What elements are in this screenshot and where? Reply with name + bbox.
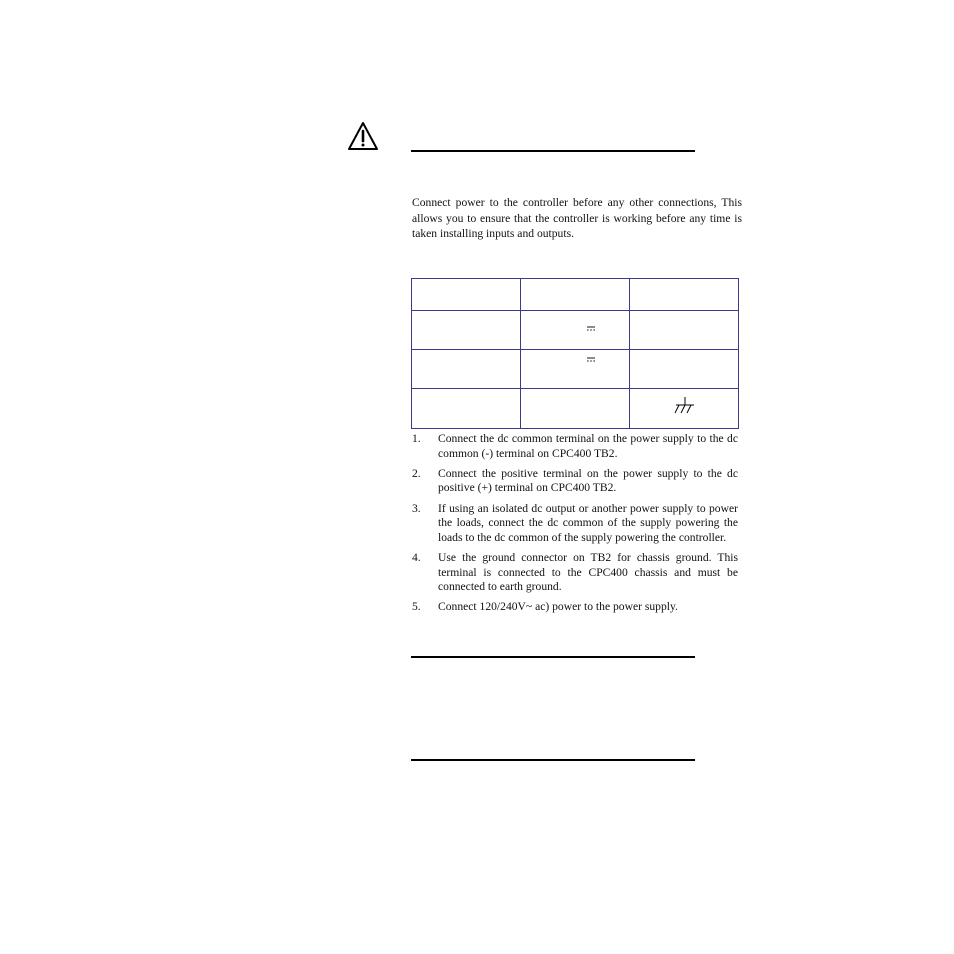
top-rule bbox=[411, 150, 695, 152]
table-row bbox=[412, 311, 739, 350]
dc-symbol-icon bbox=[587, 326, 595, 331]
dc-symbol-icon bbox=[587, 357, 595, 362]
warning-icon bbox=[347, 121, 379, 151]
terminal-table bbox=[411, 278, 739, 429]
intro-paragraph: Connect power to the controller before any other connections, This allows you to ensure that the controller is working before any time is taken installing inputs and outputs. bbox=[412, 196, 742, 240]
list-item: 4. Use the ground connector on TB2 for chassis ground. This terminal is connected to the CPC400 chassis and must be connected to earth ground. bbox=[412, 550, 738, 594]
table-row bbox=[412, 279, 739, 311]
list-item: 2. Connect the positive terminal on the power supply to the dc positive (+) terminal on CPC400 TB2. bbox=[412, 466, 738, 495]
list-item: 1. Connect the dc common terminal on the power supply to the dc common (-) terminal on CPC400 TB2. bbox=[412, 432, 738, 460]
table-row bbox=[412, 389, 739, 429]
list-item: 3. If using an isolated dc output or another power supply to power the loads, connect the dc common of the supply powering the loads to the dc common of the supply powering the controller. bbox=[412, 501, 738, 544]
table-row bbox=[412, 350, 739, 389]
chassis-ground-icon bbox=[673, 396, 697, 416]
middle-rule bbox=[411, 656, 695, 658]
steps-list bbox=[412, 432, 738, 621]
bottom-rule bbox=[411, 759, 695, 761]
list-item: 5. Connect 120/240V~ ac) power to the power supply. bbox=[412, 600, 678, 614]
